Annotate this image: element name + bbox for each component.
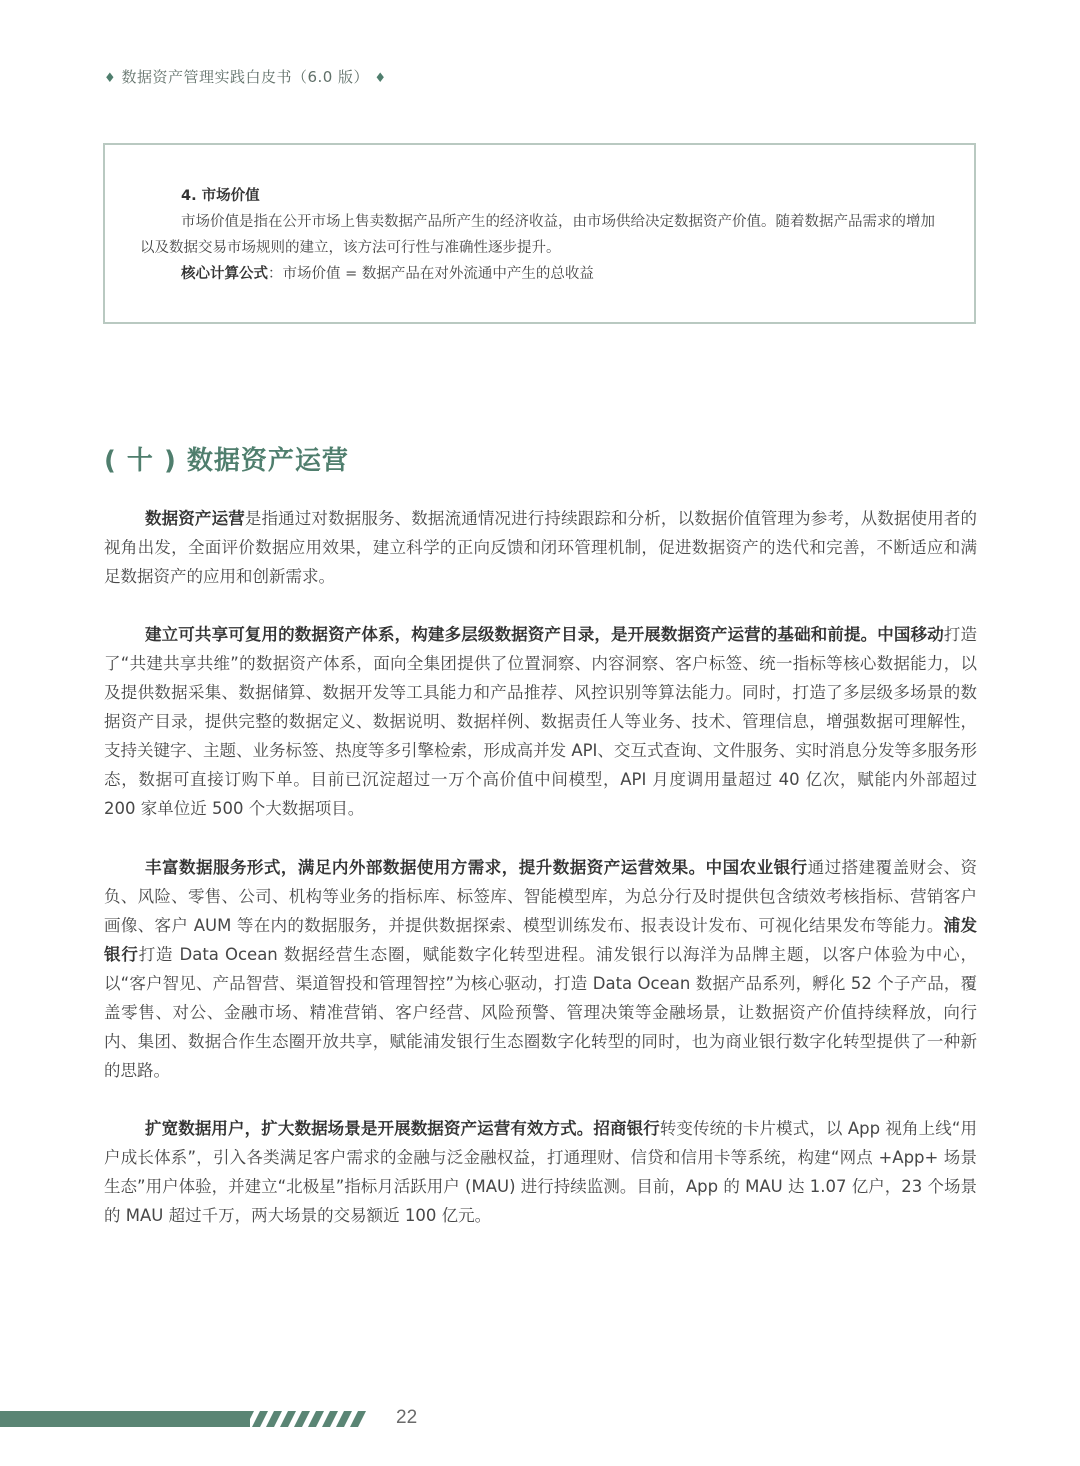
paragraph-definition — [104, 504, 977, 591]
paragraph-text: 转变传统的卡片模式，以 App 视角上线“用户成长体系”，引入各类满足客户需求的金融与泛金融权益，打通理财、信贷和信用卡等系统，构建“网点 +App+ 场景生态”用户体验，并建立“北极星”指标月活跃用户 (MAU) 进行持续监测。目前，App 的 MAU 达 1.07 亿户，23 个场景的 MAU 超过千万，两大场景的交易额近 100 亿元。 — [104, 1119, 978, 1225]
box-paragraph: 市场价值是指在公开市场上售卖数据产品所产生的经济收益，由市场供给决定数据资产价值。随着数据产品需求的增加以及数据交易市场规则的建立，该方法可行性与准确性逐步提升。 — [140, 214, 935, 256]
paragraph-text: 打造了“共建共享共维”的数据资产体系，面向全集团提供了位置洞察、内容洞察、客户标签、统一指标等核心数据能力，以及提供数据采集、数据储算、数据开发等工具能力和产品推荐、风控识别等算法能力。同时，打造了多层级多场景的数据资产目录，提供完整的数据定义、数据说明、数据样例、数据责任人等业务、技术、管理信息，增强数据可理解性，支持关键字、主题、业务标签、热度等多引擎检索，形成高并发 API、交互式查询、文件服务、实时消息分发等多服务形态，数据可直接订购下单。目前已沉淀超过一万个高价值中间模型，API 月度调用量超过 40 亿次，赋能内外部超过 200 家单位近 500 个大数据项目。 — [104, 625, 978, 818]
running-header — [104, 66, 387, 87]
footer-bar — [0, 1411, 250, 1427]
section-heading: ( 十 ) 数据资产运营 — [104, 446, 349, 476]
paragraph-text-spdb: 打造 Data Ocean 数据经营生态圈，赋能数字化转型进程。浦发银行以海洋为品牌主题，以客户体验为中心，以“客户智见、产品智营、渠道智投和管理智控”为核心驱动，打造 Data Ocean 数据产品系列，孵化 52 个子产品，覆盖零售、对公、金融市场、精准营销、客户经营、风险预警、管理决策等金融场景，让数据资产价值持续释放，向行内、集团、数据合作生态圈开放共享，赋能浦发银行生态圈数字化转型的同时，也为商业银行数字化转型提供了一种新的思路。 — [104, 945, 977, 1080]
footer-stripes-decoration — [238, 1411, 378, 1427]
formula-colon: ： — [268, 266, 283, 282]
box-title: 4. 市场价值 — [181, 188, 260, 204]
formula-label: 核心计算公式 — [181, 266, 268, 282]
document-title: 数据资产管理实践白皮书（6.0 版） — [121, 68, 370, 86]
formula-text: 市场价值 = 数据产品在对外流通中产生的总收益 — [282, 266, 594, 282]
market-value-box — [103, 143, 976, 324]
paragraph-bold-lead: 数据资产运营 — [145, 509, 245, 528]
formula-line — [140, 261, 944, 287]
paragraph-bold-lead: 扩宽数据用户，扩大数据场景是开展数据资产运营有效方式。招商银行 — [145, 1119, 660, 1138]
paragraph-abc-spdb — [104, 853, 977, 1085]
diamond-icon: ♦ — [104, 71, 117, 86]
paragraph-china-mobile — [104, 620, 977, 823]
paragraph-text: 通过搭建覆盖财会、资负、风险、零售、公司、机构等业务的指标库、标签库、智能模型库，为总分行及时提供包含绩效考核指标、营销客户画像、客户 AUM 等在内的数据服务，并提供数据探索、模型训练发布、报表设计发布、可视化结果发布等能力。 — [104, 858, 978, 935]
diamond-icon: ♦ — [374, 71, 387, 86]
page-number: 22 — [396, 1407, 418, 1428]
paragraph-bold-lead: 丰富数据服务形式，满足内外部数据使用方需求，提升数据资产运营效果。中国农业银行 — [145, 858, 808, 877]
paragraph-bold-spdb: 浦发银行 — [104, 916, 977, 964]
paragraph-text: 是指通过对数据服务、数据流通情况进行持续跟踪和分析，以数据价值管理为参考，从数据使用者的视角出发，全面评价数据应用效果，建立科学的正向反馈和闭环管理机制，促进数据资产的迭代和完善，不断适应和满足数据资产的应用和创新需求。 — [104, 509, 978, 586]
paragraph-bold-lead: 建立可共享可复用的数据资产体系，构建多层级数据资产目录，是开展数据资产运营的基础和前提。中国移动 — [145, 625, 944, 644]
paragraph-cmb — [104, 1114, 977, 1230]
